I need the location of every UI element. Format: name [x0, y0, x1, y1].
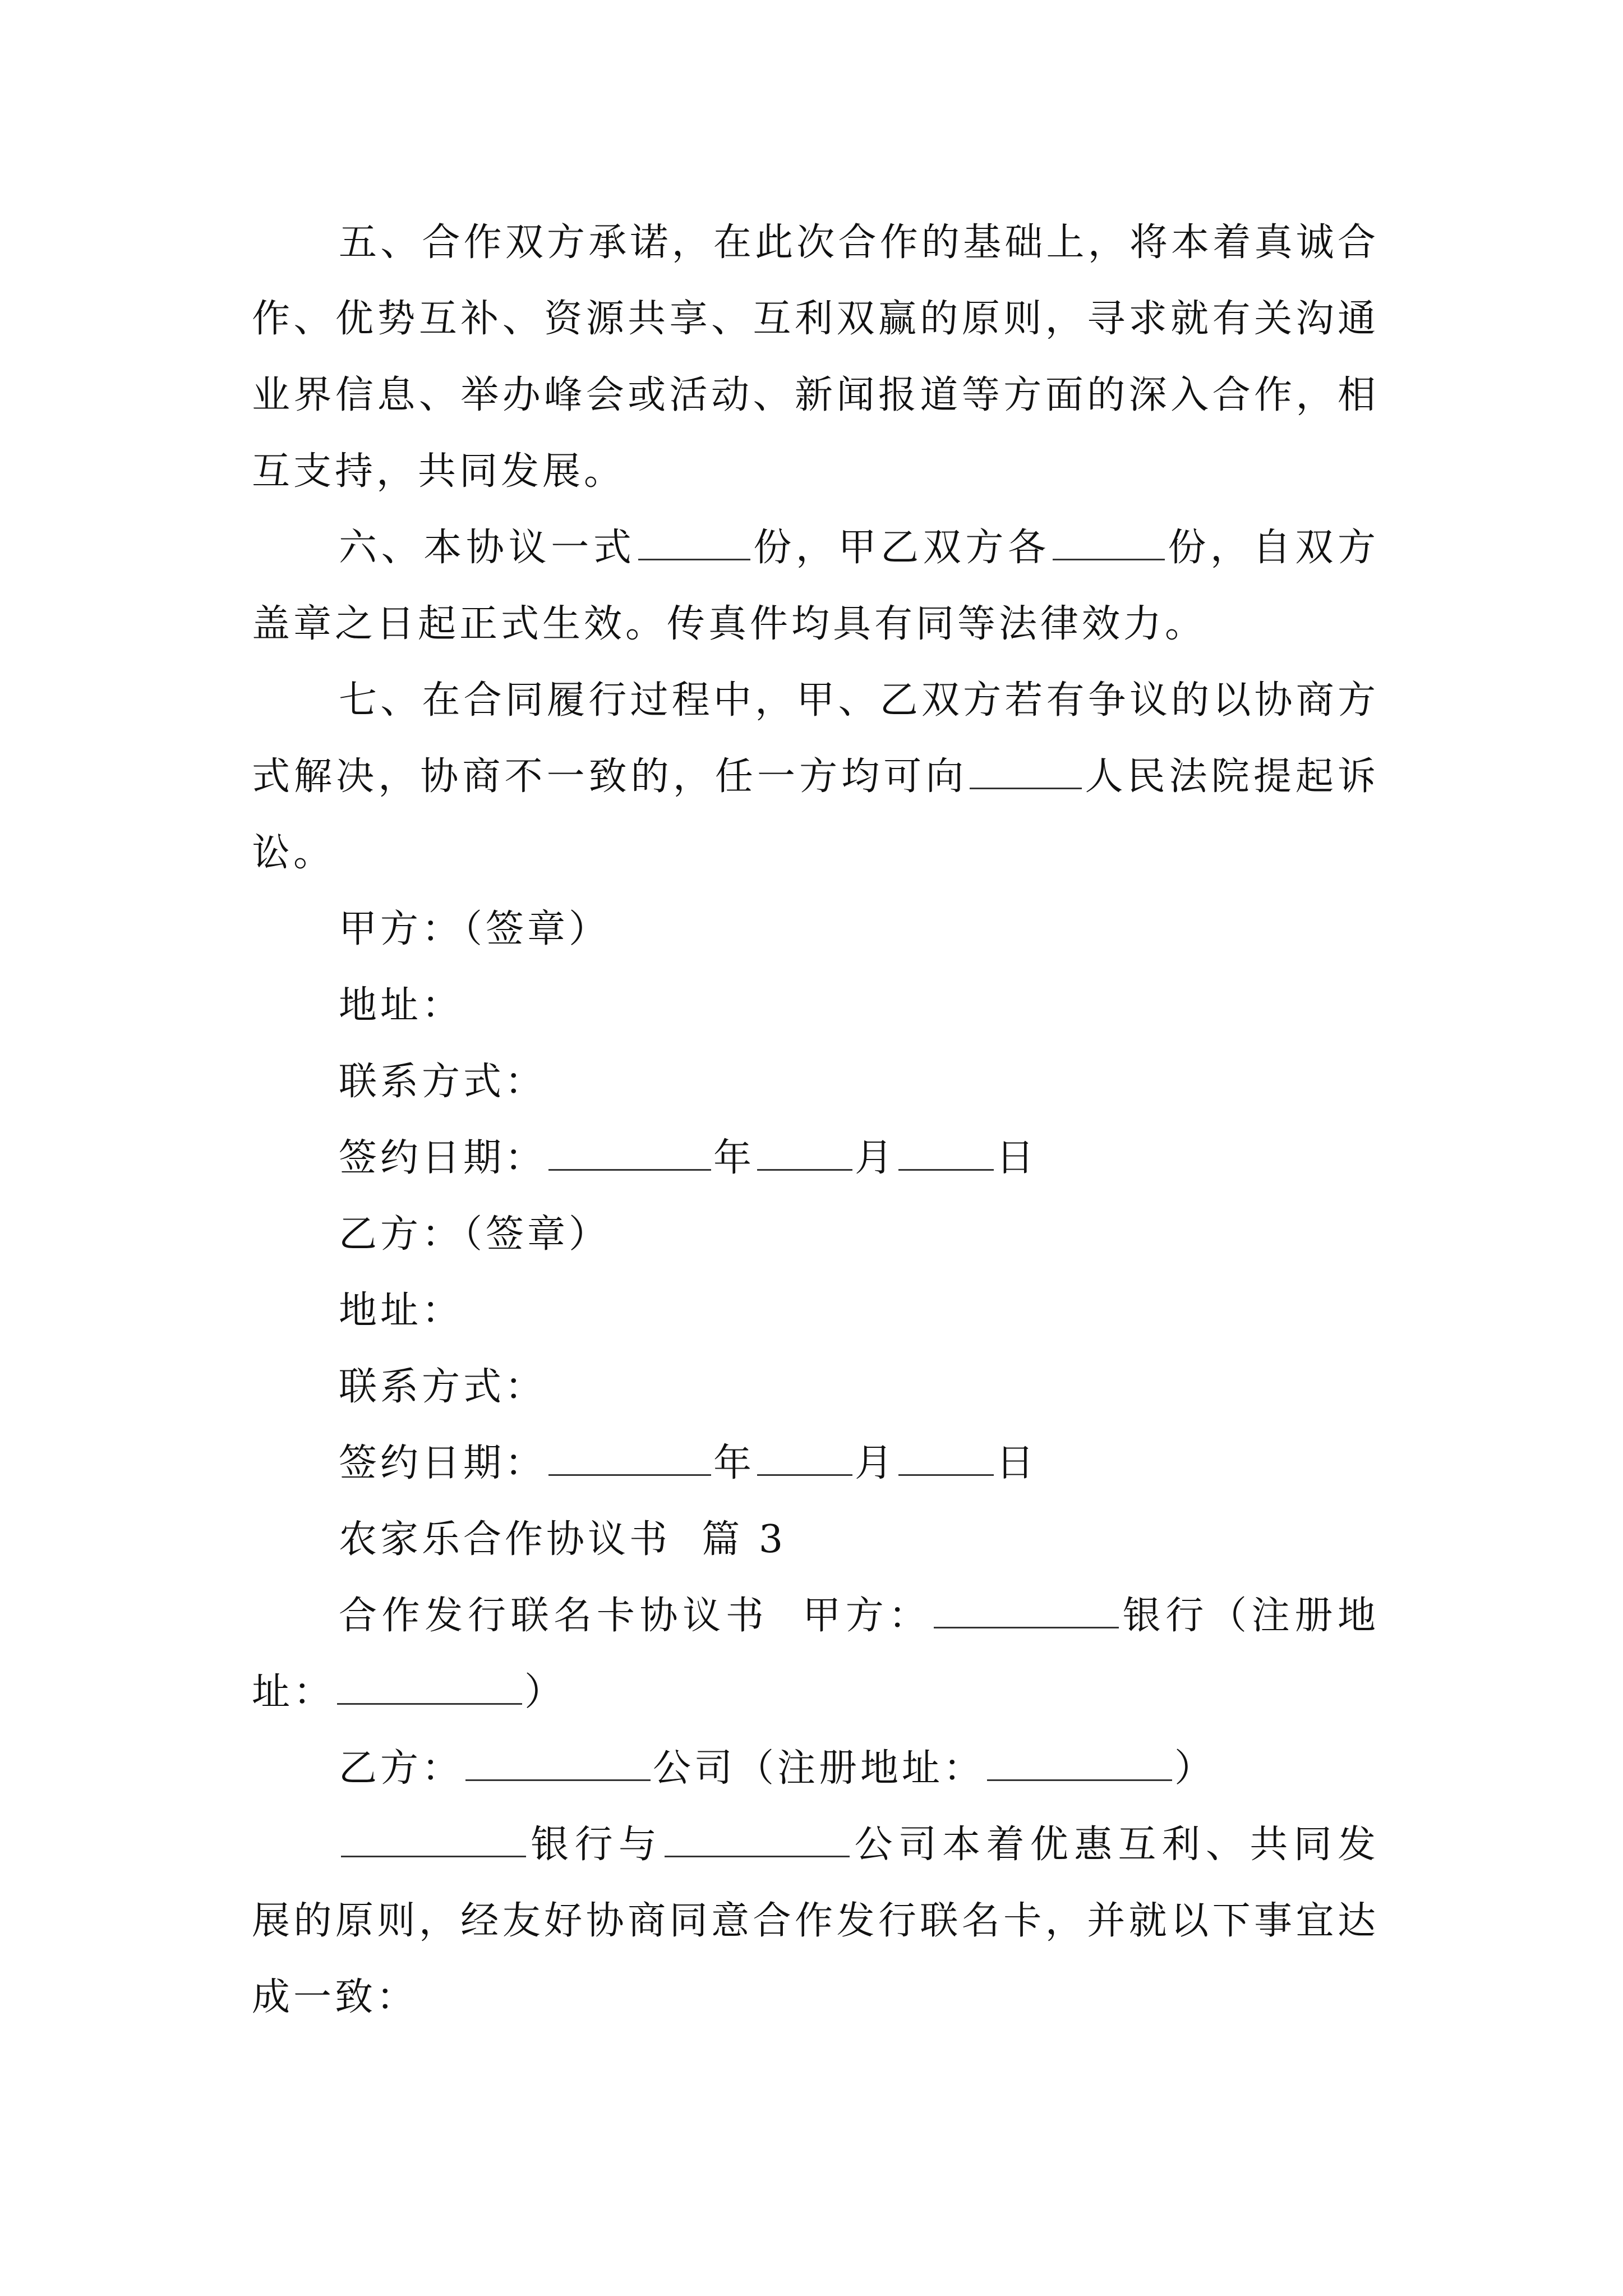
party-a-title: 甲方：（签章） — [339, 907, 611, 951]
court-blank — [970, 753, 1082, 789]
party-b-title: 乙方：（签章） — [339, 1212, 611, 1257]
clause-7-text-a: 七、在合同履行过程中，甲、乙双方若有争议的以协商方式解决，协商不一致的，任一方均可向 — [252, 678, 1379, 799]
copies-each-blank — [1053, 524, 1165, 560]
party-b-date-label: 签约日期： — [339, 1441, 547, 1485]
company-address-blank — [987, 1745, 1172, 1781]
party-a-day-blank — [898, 1135, 994, 1171]
clause-6-text-a: 六、本协议一式 — [339, 526, 636, 570]
preamble-bank-blank — [341, 1821, 526, 1857]
cobrand-agreement-party-b — [252, 1731, 1379, 1807]
party-a-month-blank — [757, 1135, 852, 1171]
cobrand-line2-c: ） — [1174, 1746, 1216, 1791]
cobrand-line2-b: 公司（注册地址： — [653, 1746, 985, 1791]
copies-total-blank — [638, 524, 750, 560]
document-page — [252, 205, 1379, 2036]
party-b-address: 地址： — [339, 1289, 464, 1333]
party-a-year-label: 年 — [713, 1136, 755, 1180]
bank-address-blank — [337, 1669, 522, 1705]
company-name-blank — [465, 1745, 651, 1781]
party-a-year-blank — [548, 1135, 711, 1171]
party-b-month-label: 月 — [855, 1441, 897, 1485]
party-b-contact: 联系方式： — [339, 1365, 547, 1409]
party-b-sign-date — [252, 1425, 1379, 1502]
party-a-sign-date — [252, 1120, 1379, 1197]
clause-7-text-b: 人民法院提起诉讼。 — [252, 754, 1379, 875]
cobrand-line3-a: 银行与 — [528, 1823, 663, 1867]
party-a-day-label: 日 — [996, 1136, 1038, 1180]
cobrand-line1-b: 银行（注册地址： — [252, 1594, 1379, 1714]
party-a-address: 地址： — [339, 983, 464, 1028]
preamble-company-blank — [665, 1821, 850, 1857]
party-b-day-label: 日 — [996, 1441, 1038, 1485]
party-a-month-label: 月 — [855, 1136, 897, 1180]
party-b-year-blank — [548, 1440, 711, 1476]
party-a-date-label: 签约日期： — [339, 1136, 547, 1180]
party-a-contact: 联系方式： — [339, 1060, 547, 1104]
clause-6-text-b: 份，甲乙双方各 — [752, 526, 1050, 570]
chapter-3-heading: 农家乐合作协议书 篇 3 — [339, 1517, 787, 1562]
cobrand-agreement-party-a — [252, 1578, 1379, 1731]
cobrand-line1-c: ） — [524, 1670, 566, 1714]
clause-6 — [252, 510, 1379, 662]
party-b-month-blank — [757, 1440, 852, 1476]
bank-name-blank — [934, 1593, 1119, 1628]
party-b-year-label: 年 — [713, 1441, 755, 1485]
cobrand-preamble — [252, 1807, 1379, 2036]
cobrand-line3-b: 公司本着优惠互利、共同发展的原则，经友好协商同意合作发行联名卡，并就以下事宜达成一致： — [252, 1823, 1379, 2019]
cobrand-line2-a: 乙方： — [339, 1746, 464, 1791]
clause-5: 五、合作双方承诺，在此次合作的基础上，将本着真诚合作、优势互补、资源共享、互利双赢的原则，寻求就有关沟通业界信息、举办峰会或活动、新闻报道等方面的深入合作，相互支持，共同发展。 — [252, 220, 1379, 494]
clause-6-text-c: 份，自双方盖章之日起正式生效。传真件均具有同等法律效力。 — [252, 526, 1379, 646]
party-b-day-blank — [898, 1440, 994, 1476]
cobrand-line1-a: 合作发行联名卡协议书 甲方： — [339, 1594, 932, 1638]
clause-7 — [252, 662, 1379, 891]
